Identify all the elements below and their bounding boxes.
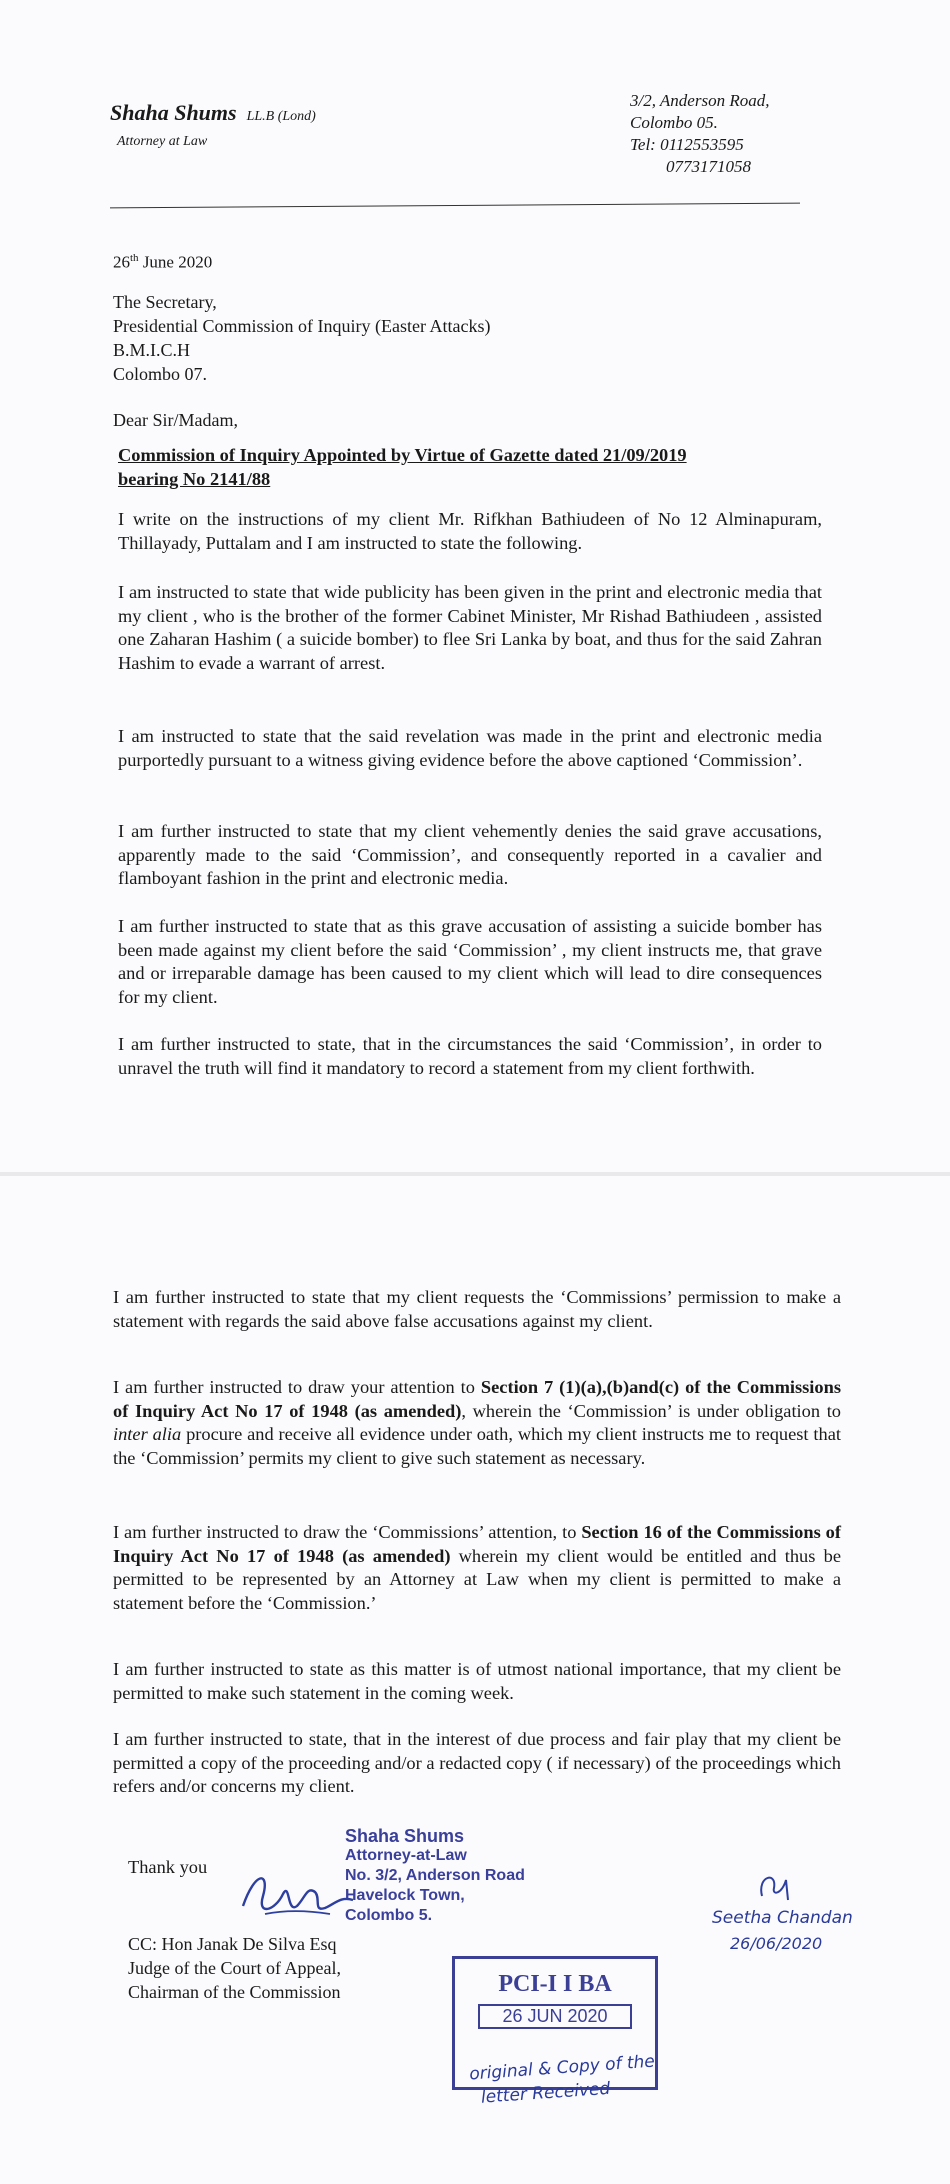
salutation: Dear Sir/Madam,: [113, 410, 238, 430]
paragraph-10: I am further instructed to state as this matter is of utmost national importance, that my client be permitted to make such statement in the coming week.: [113, 1659, 841, 1703]
signature-mark: [235, 1866, 365, 1926]
paragraph-9: [113, 1521, 841, 1615]
stamp-date: 26 JUN 2020: [478, 2004, 632, 2029]
subject-line-2: bearing No 2141/88: [118, 469, 271, 489]
receiver-date: 26/06/2020: [730, 1934, 823, 1953]
p8-italic: inter alia: [113, 1424, 182, 1444]
sender-address: [630, 90, 769, 178]
sender-name: Shaha Shums: [110, 100, 237, 125]
telephone: Tel: 0112553595: [630, 135, 744, 154]
paragraph-5: I am further instructed to state that as this grave accusation of assisting a suicide bomber has been made against my client before the said ‘Commission’ , my client instructs me, that grave and or irreparable damage has been caused to my client which will lead to dire consequences for my client.: [118, 916, 822, 1007]
p8-text-c: , wherein the ‘Commission’ is under obligation to: [461, 1400, 841, 1421]
recipient-block: [113, 290, 490, 386]
letter-date: [113, 247, 212, 274]
date-suffix: th: [130, 252, 139, 264]
cc-line-1: CC: Hon Janak De Silva Esq: [128, 1934, 337, 1954]
sender-title: Attorney at Law: [117, 134, 208, 149]
address-line-1: 3/2, Anderson Road,: [630, 91, 770, 110]
receiver-initial-mark: [752, 1866, 802, 1906]
stamp-address-2: Havelock Town,: [345, 1887, 465, 1904]
stamp-title: Attorney-at-Law: [345, 1847, 467, 1864]
date-rest: June 2020: [138, 252, 213, 272]
closing-thanks: Thank you: [128, 1857, 208, 1877]
letterhead-name-block: [110, 100, 316, 126]
p9-text-c: wherein my client would be entitled and thus be permitted to be represented by an Attorney at Law when my client is permitted to make a statement before the ‘Commission.’: [113, 1545, 841, 1613]
received-note-2: letter Received: [480, 2078, 611, 2108]
recipient-line-2: Presidential Commission of Inquiry (Easter Attacks): [113, 316, 491, 336]
letter-page-2: [0, 1176, 950, 2184]
signature-stamp: [345, 1826, 525, 1926]
cc-block: [128, 1932, 341, 2004]
p8-text-e: procure and receive all evidence under oath, which my client instructs me to request that the ‘Commission’ permits my client to give such statement as necessary.: [113, 1424, 841, 1468]
stamp-address-1: No. 3/2, Anderson Road: [345, 1867, 525, 1884]
subject-line-1: Commission of Inquiry Appointed by Virtue of Gazette dated 21/09/2019: [118, 445, 687, 465]
paragraph-11: I am further instructed to state, that in the interest of due process and fair play that my client be permitted a copy of the proceeding and/or a redacted copy ( if necessary) of the proceedings which refers and/or concerns my client.: [113, 1729, 841, 1796]
paragraph-1: I write on the instructions of my client Mr. Rifkhan Bathiudeen of No 12 Alminapuram, Thillayady, Puttalam and I am instructed to state the following.: [118, 509, 822, 553]
paragraph-7: I am further instructed to state that my client requests the ‘Commissions’ permission to make a statement with regards the said above false accusations against my client.: [113, 1287, 841, 1331]
sender-qualification: LL.B (Lond): [246, 109, 316, 124]
address-line-2: Colombo 05.: [630, 113, 718, 132]
p9-text-a: I am further instructed to draw the ‘Commissions’ attention, to: [113, 1522, 582, 1542]
receiver-name: Seetha Chandan: [712, 1908, 853, 1928]
cc-line-2: Judge of the Court of Appeal,: [128, 1958, 341, 1978]
stamp-name: Shaha Shums: [345, 1826, 465, 1846]
stamp-address-3: Colombo 5.: [345, 1907, 433, 1924]
subject: [118, 443, 687, 491]
paragraph-3: I am instructed to state that the said revelation was made in the print and electronic media purportedly pursuant to a witness giving evidence before the above captioned ‘Commission’.: [118, 726, 822, 770]
recipient-line-3: B.M.I.C.H: [113, 340, 191, 360]
recipient-line-4: Colombo 07.: [113, 364, 208, 384]
paragraph-4: I am further instructed to state that my client vehemently denies the said grave accusations, apparently made to the said ‘Commission’, and consequently reported in a cavalier and flamboyant fashion in the print and electronic media.: [118, 821, 822, 888]
recipient-line-1: The Secretary,: [113, 292, 217, 312]
paragraph-8: [113, 1376, 841, 1470]
header-rule: [110, 203, 800, 209]
date-day: 26: [113, 252, 130, 272]
p8-text-a: I am further instructed to draw your attention to: [113, 1377, 481, 1397]
paragraph-2: I am instructed to state that wide publicity has been given in the print and electronic media that my client , who is the brother of the former Cabinet Minister, Mr Rishad Bathiudeen , assisted one Zaharan Hashim ( a suicide bomber) to flee Sri Lanka by boat, and thus for the said Zahran Hashim to evade a warrant of arrest.: [118, 582, 822, 673]
p8-bold-section: Section 7 (1)(a),(b)and(c) of the Commissions of Inquiry Act No 17 of 1948 (as amended): [113, 1377, 841, 1421]
mobile: 0773171058: [666, 157, 751, 176]
p9-bold-section: Section 16 of the Commissions of Inquiry Act No 17 of 1948 (as amended): [113, 1522, 841, 1566]
paragraph-6: I am further instructed to state, that in the circumstances the said ‘Commission’, in order to unravel the truth will find it mandatory to record a statement from my client forthwith.: [118, 1034, 822, 1078]
cc-line-3: Chairman of the Commission: [128, 1982, 341, 2002]
stamp-org: PCI-I I BA: [498, 1971, 612, 1997]
received-note-1: original & Copy of the: [468, 2051, 656, 2085]
